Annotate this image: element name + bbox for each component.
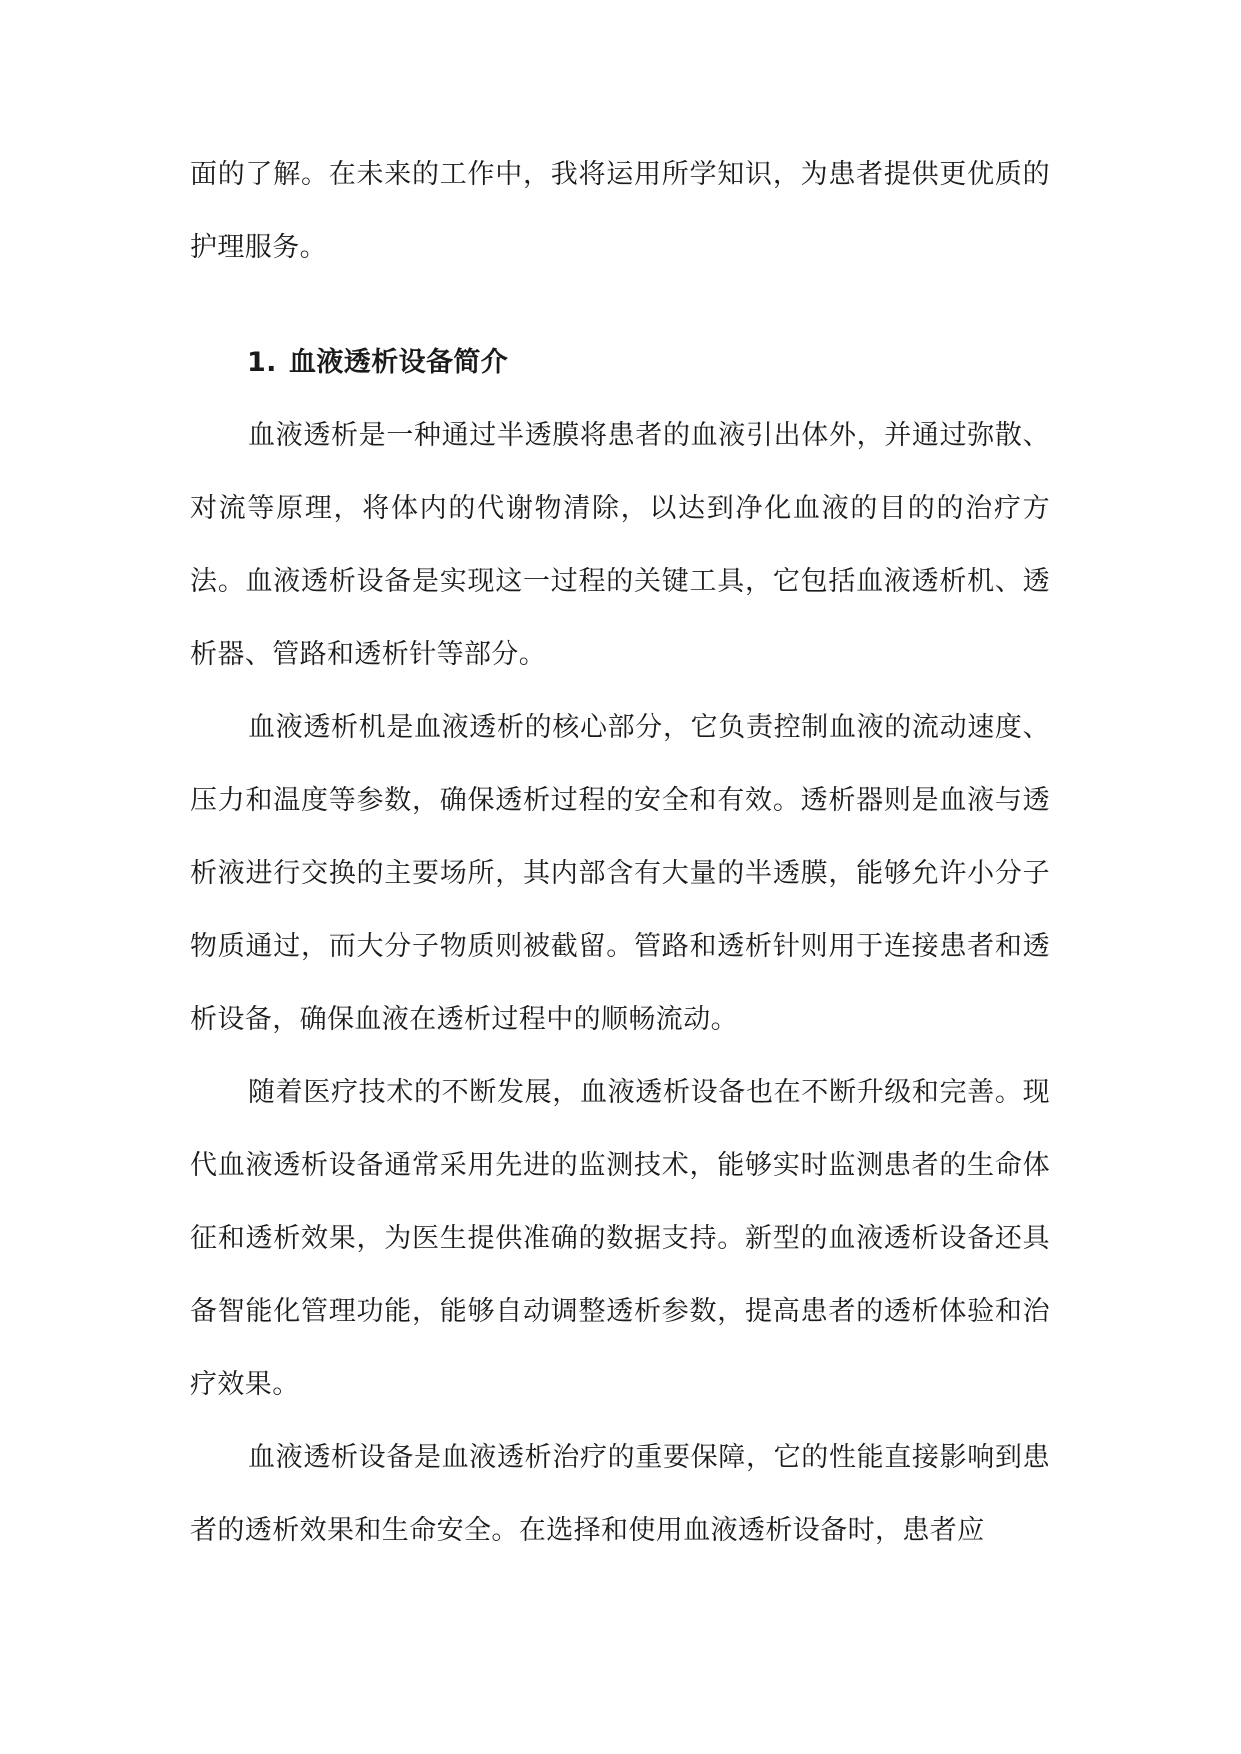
section-heading (190, 326, 1050, 399)
body-paragraph-3: 随着医疗技术的不断发展，血液透析设备也在不断升级和完善。现代血液透析设备通常采用先进的监测技术，能够实时监测患者的生命体征和透析效果，为医生提供准确的数据支持。新型的血液透析设备还具备智能化管理功能，能够自动调整透析参数，提高患者的透析体验和治疗效果。 (190, 1077, 1050, 1400)
section-number: 1. (247, 347, 277, 378)
document-page (190, 138, 1050, 1567)
body-paragraph-4: 血液透析设备是血液透析治疗的重要保障，它的性能直接影响到患者的透析效果和生命安全。在选择和使用血液透析设备时，患者应 (190, 1442, 1050, 1546)
body-paragraph-2: 血液透析机是血液透析的核心部分，它负责控制血液的流动速度、压力和温度等参数，确保透析过程的安全和有效。透析器则是血液与透析液进行交换的主要场所，其内部含有大量的半透膜，能够允许小分子物质通过，而大分子物质则被截留。管路和透析针则用于连接患者和透析设备，确保血液在透析过程中的顺畅流动。 (190, 712, 1050, 1035)
continuation-paragraph: 面的了解。在未来的工作中，我将运用所学知识，为患者提供更优质的护理服务。 (190, 159, 1050, 263)
section-title: 血液透析设备简介 (289, 347, 509, 378)
body-paragraph-1: 血液透析是一种通过半透膜将患者的血液引出体外，并通过弥散、对流等原理，将体内的代谢物清除，以达到净化血液的目的的治疗方法。血液透析设备是实现这一过程的关键工具，它包括血液透析机、透析器、管路和透析针等部分。 (190, 420, 1050, 670)
